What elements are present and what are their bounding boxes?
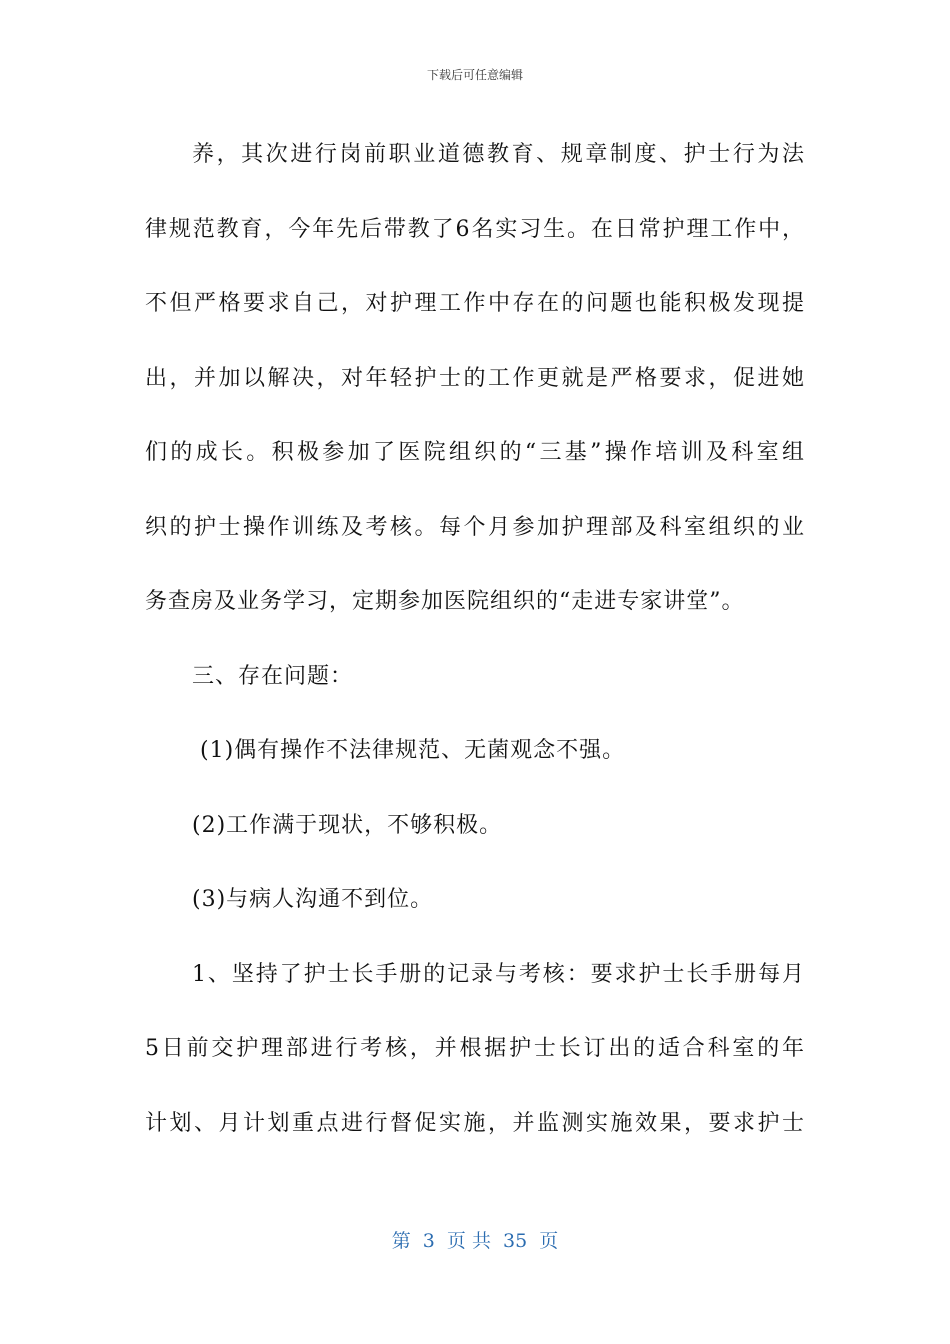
document-body	[145, 118, 805, 1161]
body-line: 计划、月计划重点进行督促实施，并监测实施效果，要求护士	[145, 1110, 805, 1136]
body-line: 们的成长。积极参加了医院组织的“三基”操作培训及科室组	[145, 440, 805, 465]
body-line: 1、坚持了护士长手册的记录与考核：要求护士长手册每月	[192, 961, 805, 987]
section-heading: 三、存在问题：	[192, 663, 354, 689]
list-item: (2)工作满于现状，不够积极。	[192, 812, 503, 838]
body-line: 织的护士操作训练及考核。每个月参加护理部及科室组织的业	[145, 514, 805, 540]
list-item: (3)与病人沟通不到位。	[192, 887, 434, 912]
body-line: 律规范教育，今年先后带教了6名实习生。在日常护理工作中，	[145, 216, 805, 242]
footer-prefix: 第	[391, 1230, 411, 1252]
footer-middle: 页 共	[446, 1230, 491, 1252]
list-item: (1)偶有操作不法律规范、无菌观念不强。	[200, 738, 626, 763]
body-line: 养，其次进行岗前职业道德教育、规章制度、护士行为法	[192, 142, 805, 167]
header-note: 下载后可任意编辑	[426, 68, 523, 82]
body-line: 5日前交护理部进行考核，并根据护士长订出的适合科室的年	[145, 1036, 805, 1061]
body-line: 出，并加以解决，对年轻护士的工作更就是严格要求，促进她	[145, 365, 805, 391]
total-pages-number: 35	[503, 1230, 528, 1252]
body-line: 务查房及业务学习，定期参加医院组织的“走进专家讲堂”。	[145, 589, 745, 614]
footer-suffix: 页	[539, 1230, 559, 1252]
page-footer	[0, 1226, 950, 1253]
body-line: 不但严格要求自己，对护理工作中存在的问题也能积极发现提	[145, 291, 805, 316]
current-page-number: 3	[422, 1230, 435, 1252]
